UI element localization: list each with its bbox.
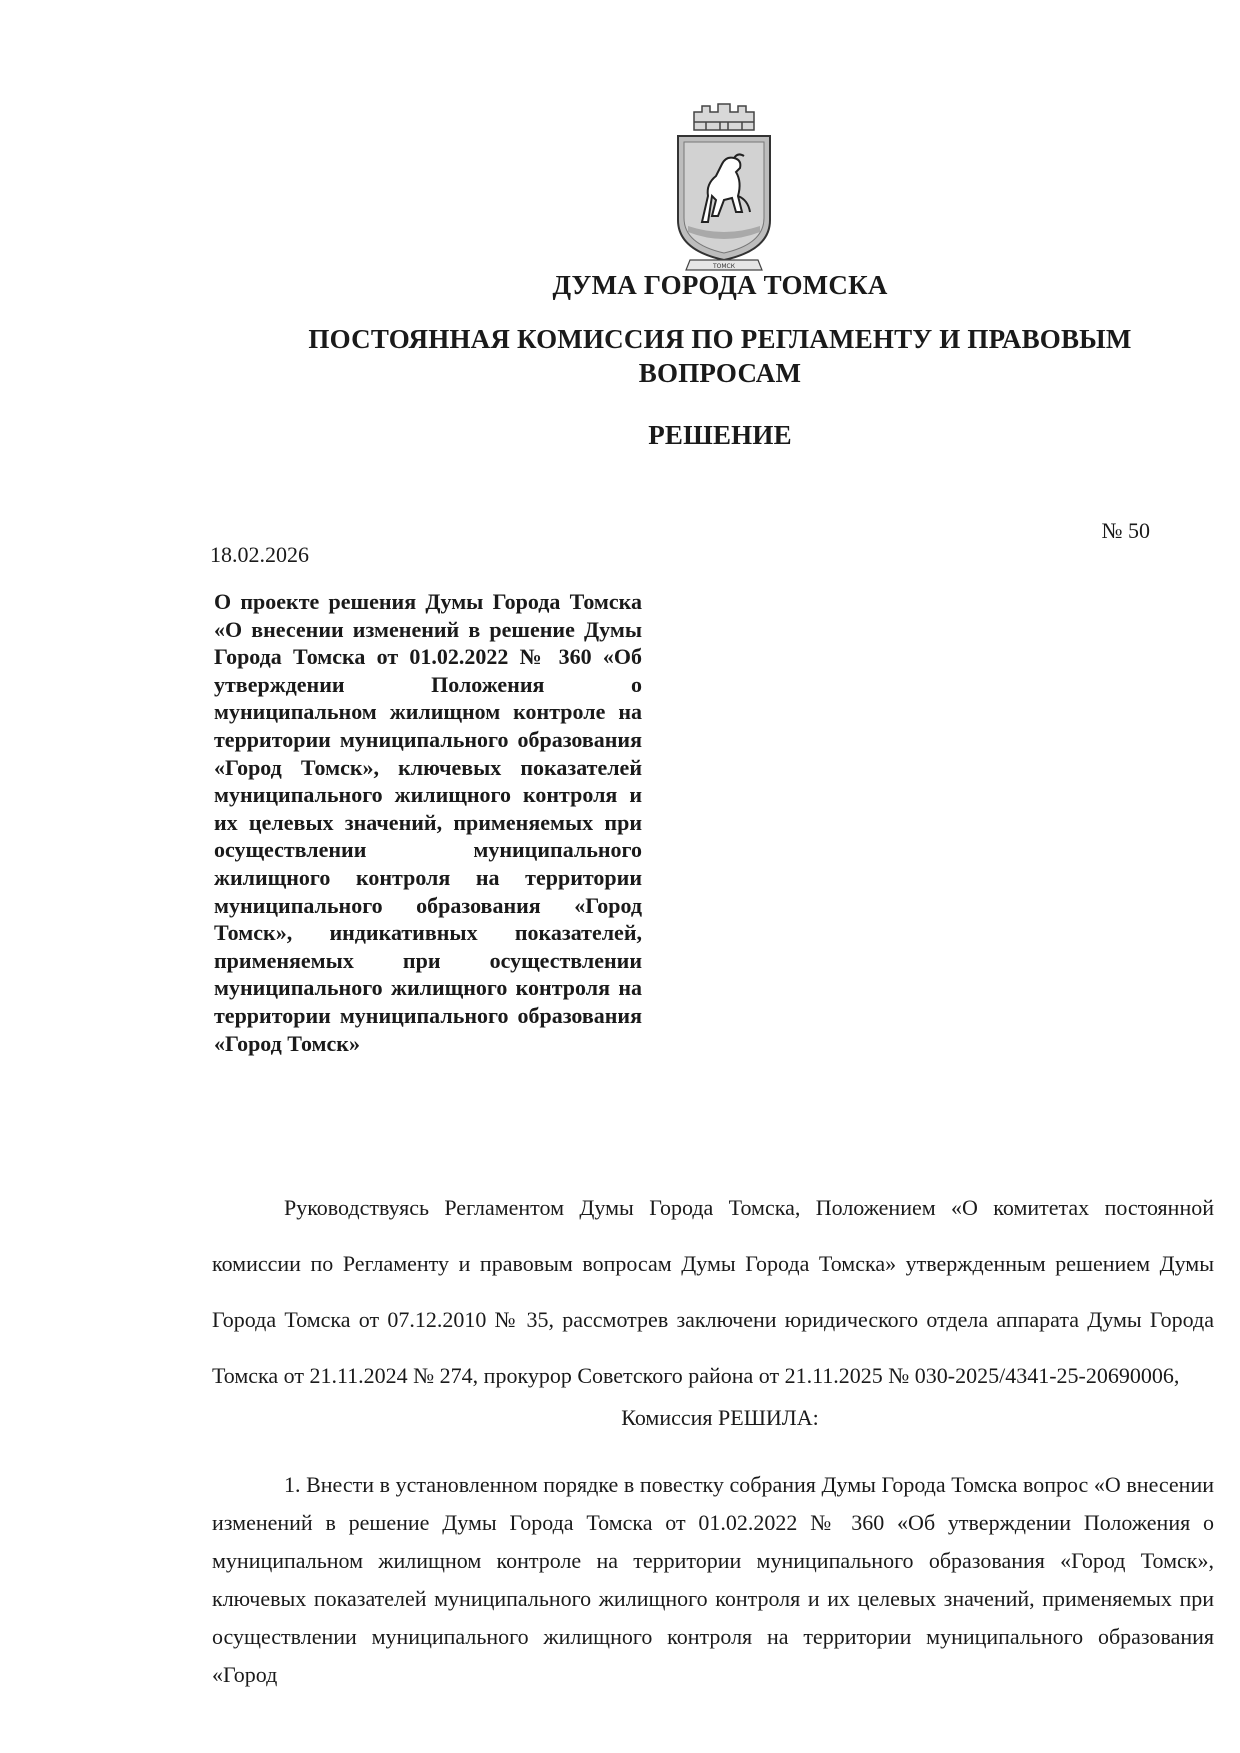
resolution-item-1: 1. Внести в установленном порядке в повестку собрания Думы Города Томска вопрос «О внесении изменений в решение Думы Города Томска от 01.02.2022 № 360 «Об утверждении Положения о муниципальном жилищном контроле на территории муниципального образования «Город Томск», ключевых показателей муниципального жилищного контроля и их целевых значений, применяемых при осуществлении муниципального жилищного контроля на территории муниципального образования «Город	[212, 1472, 1214, 1687]
decision-subject: О проекте решения Думы Города Томска «О внесении изменений в решение Думы Города Томска от 01.02.2022 № 360 «Об утверждении Положения о муниципальном жилищном контроле на территории муниципального образования «Город Томск», ключевых показателей муниципального жилищного контроля и их целевых значений, применяемых при осуществлении муниципального жилищного контроля на территории муниципального образования «Город Томск», индикативных показателей, применяемых при осуществлении муниципального жилищного контроля на территории муниципального образования «Город Томск»	[214, 589, 642, 1056]
organization-title: ДУМА ГОРОДА ТОМСКА	[552, 270, 888, 300]
decision-number: № 50	[1101, 518, 1150, 543]
resolved-line: Комиссия РЕШИЛА:	[621, 1405, 819, 1430]
tomsk-coat-of-arms-icon	[672, 100, 776, 272]
document-type-title: РЕШЕНИЕ	[648, 420, 792, 450]
preamble-paragraph: Руководствуясь Регламентом Думы Города Томска, Положением «О комитетах постоянной комиссии по Регламенту и правовым вопросам Думы Города Томска» утвержденным решением Думы Города Томска от 07.12.2010 № 35, рассмотрев заключени юридического отдела аппарата Думы Города Томска от 21.11.2024 № 274, прокурор Советского района от 21.11.2025 № 030-2025/4341-25-20690006,	[212, 1195, 1214, 1388]
decision-date: 18.02.2026	[210, 542, 309, 567]
commission-title: ПОСТОЯННАЯ КОМИССИЯ ПО РЕГЛАМЕНТУ И ПРАВОВЫМ ВОПРОСАМ	[308, 324, 1132, 388]
emblem-motto: ТОМСК	[712, 263, 736, 270]
